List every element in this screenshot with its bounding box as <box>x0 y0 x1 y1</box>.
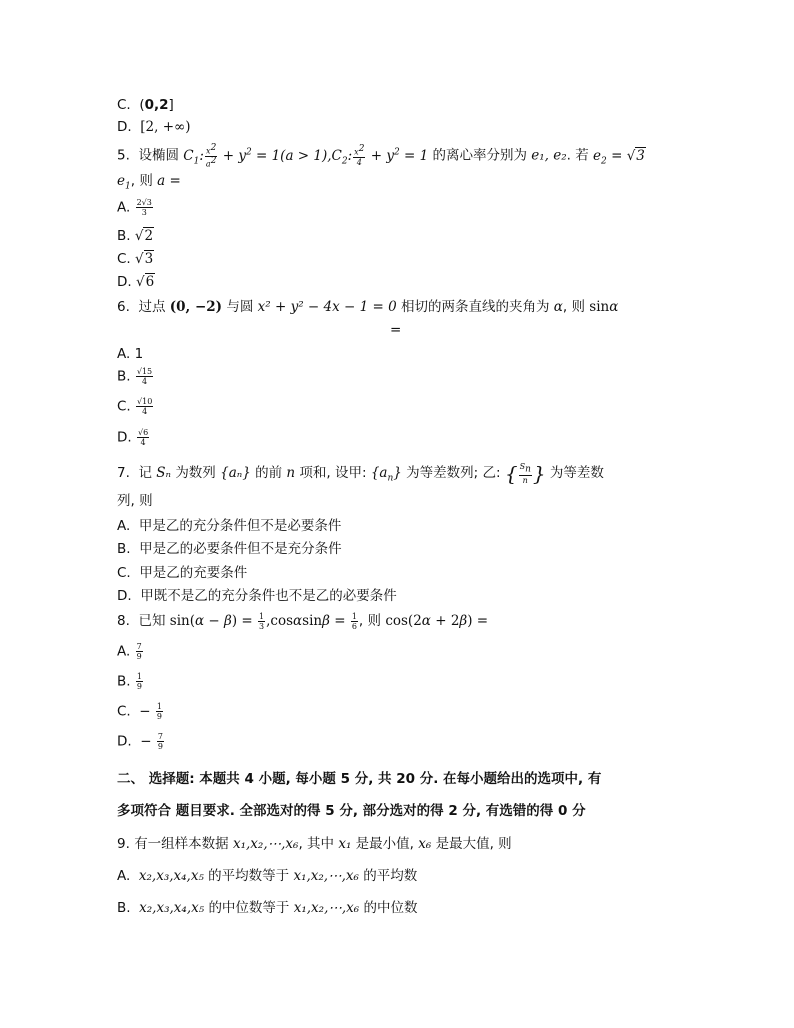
q8-option-a: A. $\frac{7}{9}$ <box>117 642 142 661</box>
q6-option-c: C. $\frac{√10}{4}$ <box>117 397 153 416</box>
q5-stem-line1: 5. 设椭圆 $C_1$: $\frac{x^2}{a^2}$ + $y^2 = 1(a > 1),C_2$: $\frac{x^2}{4}$ + $y^2 = 1$ 的离心率分别为 e₁, e₂. 若 $e_2 = √3$ <box>117 142 645 169</box>
q5-option-b: B. √2 <box>117 228 154 244</box>
q9-option-b: B. x₂,x₃,x₄,x₅ 的中位数等于 x₁,x₂,⋯,x₆ 的中位数 <box>117 900 418 916</box>
q9-option-a: A. x₂,x₃,x₄,x₅ 的平均数等于 x₁,x₂,⋯,x₆ 的平均数 <box>117 868 418 884</box>
q7-sn-over-n: { $\frac{S_n}{n}$ } <box>504 461 546 486</box>
q6-stem-line1: 6. 过点 (0, −2) 与圆 x² + y² − 4x − 1 = 0 相切的两条直线的夹角为 α, 则 sinα <box>117 299 619 315</box>
q7-option-c: C. 甲是乙的充要条件 <box>117 565 248 581</box>
q6-option-a: A. 1 <box>117 346 144 362</box>
q7-option-b: B. 甲是乙的必要条件但不是充分条件 <box>117 541 342 557</box>
q6-circle-equation: x² + y² − 4x − 1 = 0 <box>257 299 397 315</box>
q5-stem-line2: $e_1$, 则 a = <box>117 173 181 192</box>
q5-ellipse-c1: $C_1$: $\frac{x^2}{a^2}$ + $y^2 = 1(a > 1),C_2$: $\frac{x^2}{4}$ + $y^2 = 1$ <box>183 142 429 169</box>
q5-option-c: C. √3 <box>117 251 154 267</box>
q5-option-a: A. $\frac{2√3}{3}$ <box>117 198 152 217</box>
q8-option-d: D. − $\frac{7}{9}$ <box>117 732 163 751</box>
q8-stem: 8. 已知 sin(α − β) = $\frac{1}{3}$ ,cosαsinβ = $\frac{1}{6}$ , 则 cos(2α + 2β) = <box>117 612 489 631</box>
q5-option-d: D. √6 <box>117 274 155 290</box>
q8-option-c: C. − $\frac{1}{9}$ <box>117 702 162 721</box>
q7-option-a: A. 甲是乙的充分条件但不是必要条件 <box>117 518 342 534</box>
q9-stem: 9. 有一组样本数据 x₁,x₂,⋯,x₆, 其中 x₁ 是最小值, x₆ 是最大值, 则 <box>117 836 512 852</box>
q7-option-d: D. 甲既不是乙的充分条件也不是乙的必要条件 <box>117 588 397 604</box>
q6-option-d: D. $\frac{√6}{4}$ <box>117 428 149 447</box>
q4-option-c: C. (0,2] <box>117 97 174 113</box>
section2-line1: 二、 选择题: 本题共 4 小题, 每小题 5 分, 共 20 分. 在每小题给出的选项中, 有 <box>117 771 602 787</box>
q4-option-d: D. [2, +∞) <box>117 119 191 135</box>
q8-option-b: B. $\frac{1}{9}$ <box>117 672 142 691</box>
q6-option-b: B. $\frac{√15}{4}$ <box>117 367 153 386</box>
q7-stem-line1: 7. 记 Sₙ 为数列 {aₙ} 的前 n 项和, 设甲: $\{a_n\}$ 为等差数列; 乙: { $\frac{S_n}{n}$ } 为等差数 <box>117 461 604 486</box>
q6-equals-sign: = <box>390 322 402 338</box>
section2-line2: 多项符合 题目要求. 全部选对的得 5 分, 部分选对的得 2 分, 有选错的得 0 分 <box>117 803 586 819</box>
q7-stem-line2: 列, 则 <box>117 493 153 509</box>
